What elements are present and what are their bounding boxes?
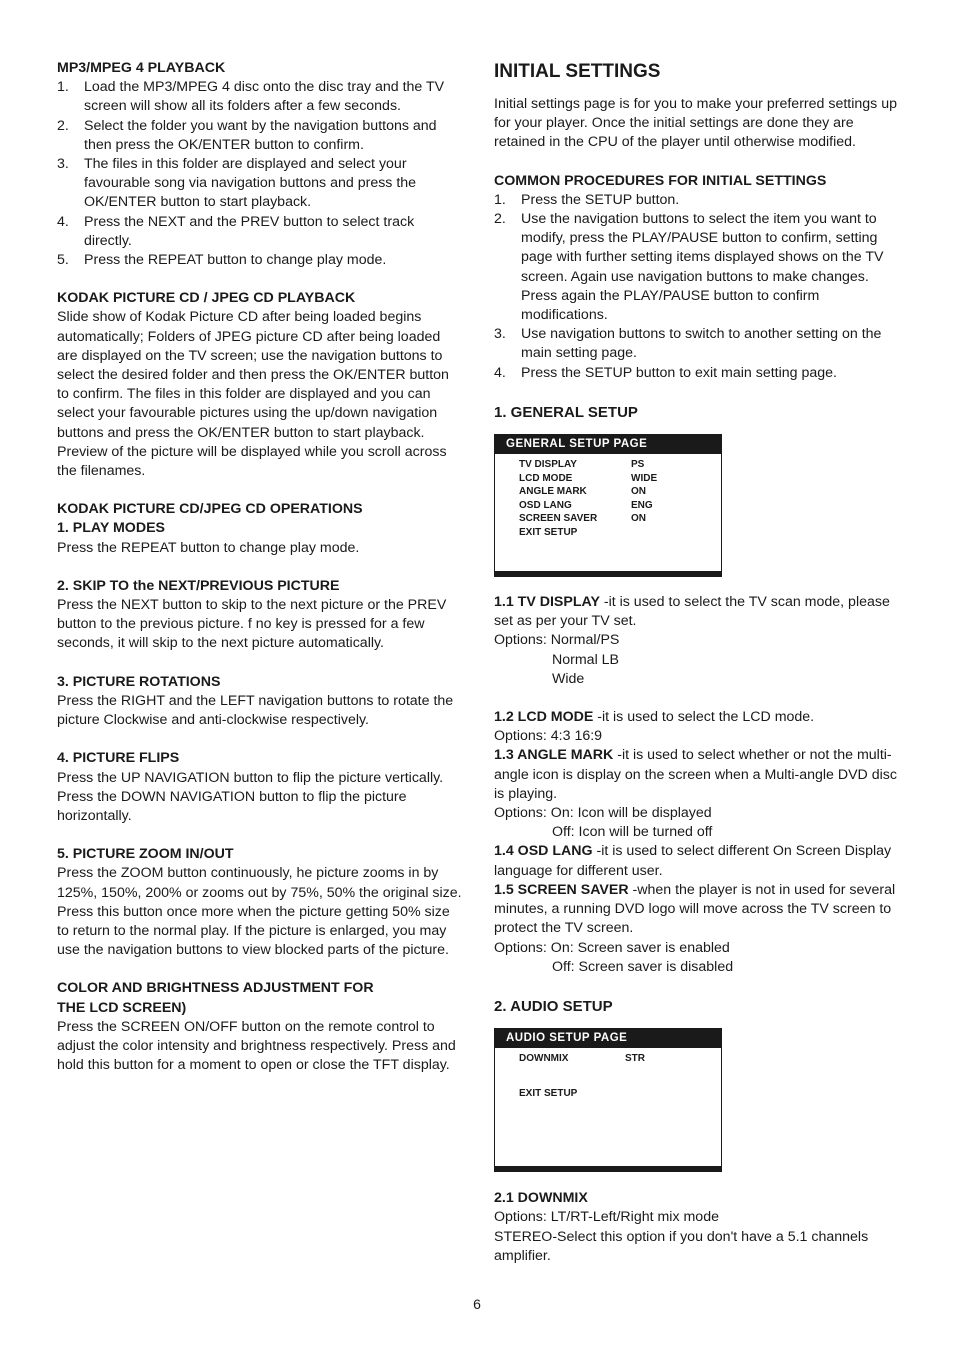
downmix-option-1: Options: LT/RT-Left/Right mix mode [494, 1209, 719, 1226]
osd-value: ON [631, 486, 646, 498]
step-text: Press the SETUP button. [521, 191, 680, 208]
step-text: Use navigation buttons to switch to another setting on the main setting page. [521, 326, 882, 362]
tv-display-text: -it is used to select the TV scan mode, please set as per your TV set. [494, 594, 890, 630]
page-title: INITIAL SETTINGS [494, 61, 661, 82]
rotation-paragraph: Press the RIGHT and the LEFT navigation buttons to rotate the picture Clockwise and anti-clockwise respectively. [57, 692, 454, 729]
osd-value: ON [631, 513, 646, 525]
osd-row [519, 512, 721, 526]
skip-paragraph: Press the NEXT button to skip to the next picture or the PREV button to the previous picture. f no key is pressed for a few seconds, it will skip to the next picture automatically. [57, 597, 447, 652]
intro-paragraph: Initial settings page is for you to make your preferred settings up for your player. Once the initial settings are done they are retained in the CPU of the player until otherwise modified. [494, 96, 897, 151]
lcd-mode-paragraph [494, 708, 904, 727]
step-text: Press the SETUP button to exit main setting page. [521, 364, 837, 381]
tv-display-paragraph [494, 593, 904, 631]
list-item [494, 210, 904, 325]
osd-value: STR [625, 1053, 645, 1065]
play-modes-paragraph: Press the REPEAT button to change play mode. [57, 539, 360, 556]
osd-key: EXIT SETUP [519, 527, 578, 539]
play-modes-heading: 1. PLAY MODES [57, 520, 166, 537]
right-column [494, 61, 904, 1266]
zoom-paragraph: Press the ZOOM button continuously, he picture zooms in by 125%, 150%, 200% or zooms out by 75%, 50% the original size. Press this button once more when the picture getting 50% size to return to the normal play. If the picture is enlarged, you may use the navigation buttons to view blocked parts of the picture. [57, 865, 462, 959]
osd-row [519, 1052, 721, 1066]
audio-setup-osd [494, 1028, 722, 1172]
screen-saver-option-2: Off: Screen saver is disabled [552, 958, 734, 975]
osd-body [495, 1048, 721, 1100]
screen-saver-label: 1.5 SCREEN SAVER [494, 881, 629, 898]
step-text: The files in this folder are displayed and select your favourable song via navigation buttons and press the OK/ENTER button to start playback. [84, 156, 417, 211]
downmix-heading: 2.1 DOWNMIX [494, 1190, 588, 1207]
step-text: Use the navigation buttons to select the item you want to modify, press the PLAY/PAUSE button to confirm, setting page with further setting items displayed shows on the TV screen. Again use navigation buttons to make changes. Press again the PLAY/PAUSE button to confirm modifications. [521, 211, 884, 324]
screen-saver-text: -when the player is not in used for several minutes, a running DVD logo will move across the TV screen to protect the TV screen. [494, 881, 896, 937]
lcd-mode-label: 1.2 LCD MODE [494, 709, 594, 726]
color-heading-line-2: THE LCD SCREEN) [57, 999, 187, 1016]
operations-heading: KODAK PICTURE CD/JPEG CD OPERATIONS [57, 501, 363, 518]
flip-heading: 4. PICTURE FLIPS [57, 750, 180, 767]
flip-paragraph: Press the UP NAVIGATION button to flip the picture vertically. Press the DOWN NAVIGATION button to flip the picture horizontally. [57, 769, 444, 824]
osd-key: TV DISPLAY [519, 459, 577, 471]
step-number: 1. [494, 191, 506, 208]
lcd-mode-text: -it is used to select the LCD mode. [593, 709, 815, 726]
list-item [494, 364, 904, 383]
angle-mark-options: Options: On: Icon will be displayed [494, 805, 712, 822]
screen-saver-options: Options: On: Screen saver is enabled [494, 939, 730, 956]
common-steps [494, 191, 904, 383]
step-text: Load the MP3/MPEG 4 disc onto the disc tray and the TV screen will show all its folders after a few seconds. [84, 79, 445, 115]
osd-footer-bar [495, 571, 721, 576]
osd-row [519, 1087, 721, 1101]
mp3-heading: MP3/MPEG 4 PLAYBACK [57, 60, 226, 76]
osd-key: OSD LANG [519, 499, 572, 511]
osd-body [495, 454, 721, 540]
common-procedures-heading: COMMON PROCEDURES FOR INITIAL SETTINGS [494, 172, 827, 189]
osd-row [519, 499, 721, 513]
step-number: 1. [57, 79, 69, 96]
downmix-option-2: STEREO-Select this option if you don't have a 5.1 channels amplifier. [494, 1228, 869, 1264]
osd-key: SCREEN SAVER [519, 513, 598, 525]
osd-key: DOWNMIX [519, 1053, 569, 1065]
osd-row [519, 485, 721, 499]
kodak-paragraph: Slide show of Kodak Picture CD after being loaded begins automatically; Folders of JPEG picture CD after being loaded are displayed on the TV screen; use the navigation buttons to select the desired folder and then press the OK/ENTER button to confirm. The files in this folder are displayed and you can select your favourable pictures using the up/down navigation buttons and press the OK/ENTER button to start playback. Preview of the picture will be displayed while you scroll across the filenames. [57, 309, 449, 480]
angle-mark-text: -it is used to select whether or not the multi-angle icon is display on the screen when a Multi-angle DVD disc is playing. [494, 747, 897, 802]
step-text: Press the REPEAT button to change play mode. [84, 252, 387, 269]
tv-display-option-2: Normal LB [552, 651, 620, 668]
osd-lang-text: -it is used to select different On Screen Display language for different user. [494, 843, 892, 879]
step-number: 3. [494, 326, 506, 343]
osd-footer-bar [495, 1166, 721, 1171]
angle-mark-option-2: Off: Icon will be turned off [552, 824, 713, 841]
osd-row [519, 458, 721, 472]
page-number: 6 [473, 1296, 481, 1312]
step-number: 2. [57, 117, 69, 134]
lcd-mode-options: Options: 4:3 16:9 [494, 728, 603, 745]
osd-header: GENERAL SETUP PAGE [495, 435, 721, 454]
mp3-steps [57, 78, 462, 270]
angle-mark-paragraph [494, 746, 904, 804]
osd-lang-paragraph [494, 842, 904, 880]
angle-mark-label: 1.3 ANGLE MARK [494, 747, 614, 764]
osd-key: EXIT SETUP [519, 1087, 578, 1099]
color-paragraph: Press the SCREEN ON/OFF button on the remote control to adjust the color intensity and brightness respectively. Press and hold this button for a moment to open or close the TFT display. [57, 1018, 456, 1074]
osd-header: AUDIO SETUP PAGE [495, 1029, 721, 1048]
step-text: Press the NEXT and the PREV button to select track directly. [84, 213, 415, 249]
osd-lang-label: 1.4 OSD LANG [494, 843, 593, 860]
color-heading-line-1: COLOR AND BRIGHTNESS ADJUSTMENT FOR [57, 980, 374, 997]
osd-row [519, 526, 721, 540]
list-item [57, 155, 462, 213]
rotation-heading: 3. PICTURE ROTATIONS [57, 673, 221, 690]
audio-setup-heading: 2. AUDIO SETUP [494, 997, 613, 1015]
list-item [494, 191, 904, 210]
list-item [57, 117, 462, 155]
osd-value: PS [631, 459, 645, 471]
list-item [494, 325, 904, 363]
general-setup-osd [494, 434, 722, 577]
list-item [57, 213, 462, 251]
tv-display-option-3: Wide [552, 670, 585, 687]
list-item [57, 78, 462, 116]
list-item [57, 251, 462, 270]
osd-value: WIDE [631, 472, 658, 484]
osd-key: ANGLE MARK [519, 486, 587, 498]
tv-display-options: Options: Normal/PS [494, 632, 620, 649]
skip-heading: 2. SKIP TO the NEXT/PREVIOUS PICTURE [57, 577, 340, 594]
general-setup-heading: 1. GENERAL SETUP [494, 403, 638, 421]
kodak-heading: KODAK PICTURE CD / JPEG CD PLAYBACK [57, 290, 356, 307]
osd-key: LCD MODE [519, 472, 573, 484]
step-number: 2. [494, 211, 506, 228]
left-column [57, 59, 462, 1075]
step-number: 4. [494, 364, 506, 381]
screen-saver-paragraph [494, 881, 904, 939]
osd-row [519, 472, 721, 486]
zoom-heading: 5. PICTURE ZOOM IN/OUT [57, 846, 234, 863]
step-number: 4. [57, 213, 69, 230]
tv-display-label: 1.1 TV DISPLAY [494, 594, 600, 611]
step-text: Select the folder you want by the navigation buttons and then press the OK/ENTER button to confirm. [84, 117, 437, 153]
osd-value: ENG [631, 499, 653, 511]
step-number: 3. [57, 156, 69, 173]
step-number: 5. [57, 252, 69, 269]
